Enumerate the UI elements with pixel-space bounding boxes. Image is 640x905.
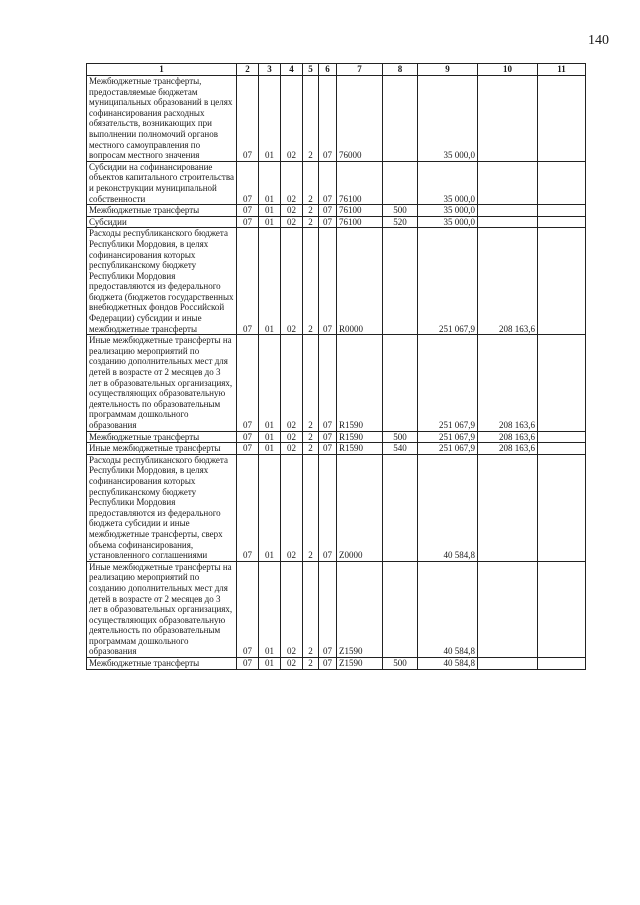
cell-col8 (383, 228, 418, 335)
cell-col4: 02 (281, 431, 303, 443)
row-name: Субсидии (87, 216, 237, 228)
cell-col3: 01 (259, 443, 281, 455)
cell-col7: 76100 (337, 205, 383, 217)
cell-col11 (538, 205, 586, 217)
cell-col9: 40 584,8 (418, 561, 478, 657)
cell-col5: 2 (303, 443, 319, 455)
cell-col5: 2 (303, 205, 319, 217)
cell-col9: 40 584,8 (418, 454, 478, 561)
cell-col11 (538, 76, 586, 162)
header-cell: 5 (303, 64, 319, 76)
cell-col9: 35 000,0 (418, 76, 478, 162)
header-cell: 8 (383, 64, 418, 76)
cell-col8: 540 (383, 443, 418, 455)
row-name: Субсидии на софинансирование объектов капитального строительства и реконструкции муниципальной собственности (87, 161, 237, 204)
cell-col3: 01 (259, 76, 281, 162)
cell-col2: 07 (237, 216, 259, 228)
row-name: Иные межбюджетные трансферты (87, 443, 237, 455)
cell-col11 (538, 335, 586, 431)
cell-col5: 2 (303, 658, 319, 670)
cell-col5: 2 (303, 335, 319, 431)
cell-col3: 01 (259, 454, 281, 561)
cell-col3: 01 (259, 161, 281, 204)
header-cell: 10 (478, 64, 538, 76)
cell-col3: 01 (259, 228, 281, 335)
cell-col11 (538, 161, 586, 204)
table-row (87, 216, 586, 228)
cell-col8: 500 (383, 431, 418, 443)
cell-col8: 500 (383, 205, 418, 217)
cell-col4: 02 (281, 76, 303, 162)
cell-col7: Z1590 (337, 658, 383, 670)
cell-col8 (383, 561, 418, 657)
cell-col2: 07 (237, 228, 259, 335)
cell-col4: 02 (281, 161, 303, 204)
row-name: Межбюджетные трансферты (87, 431, 237, 443)
cell-col2: 07 (237, 161, 259, 204)
cell-col6: 07 (319, 216, 337, 228)
table-row (87, 335, 586, 431)
header-cell: 9 (418, 64, 478, 76)
cell-col3: 01 (259, 216, 281, 228)
table-row (87, 228, 586, 335)
cell-col2: 07 (237, 658, 259, 670)
cell-col10: 208 163,6 (478, 431, 538, 443)
row-name: Расходы республиканского бюджета Республики Мордовия, в целях софинансирования которых республиканскому бюджету Республики Мордовия предоставляются из федерального бюджета субсидии и иные межбюджетные трансферты, сверх объема софинансирования, установленного соглашениями (87, 454, 237, 561)
cell-col11 (538, 216, 586, 228)
cell-col5: 2 (303, 76, 319, 162)
cell-col8 (383, 76, 418, 162)
cell-col8 (383, 454, 418, 561)
cell-col3: 01 (259, 561, 281, 657)
cell-col9: 35 000,0 (418, 216, 478, 228)
row-name: Межбюджетные трансферты, предоставляемые бюджетам муниципальных образований в целях софинансирования расходных обязательств, возникающих при выполнении полномочий органов местного самоуправления по вопросам местного значения (87, 76, 237, 162)
cell-col7: R1590 (337, 431, 383, 443)
header-cell: 6 (319, 64, 337, 76)
cell-col6: 07 (319, 228, 337, 335)
cell-col11 (538, 431, 586, 443)
cell-col6: 07 (319, 658, 337, 670)
cell-col11 (538, 454, 586, 561)
table-row (87, 658, 586, 670)
cell-col2: 07 (237, 561, 259, 657)
budget-table (86, 63, 586, 670)
cell-col11 (538, 658, 586, 670)
cell-col2: 07 (237, 205, 259, 217)
cell-col10: 208 163,6 (478, 228, 538, 335)
table-row (87, 561, 586, 657)
cell-col7: Z0000 (337, 454, 383, 561)
cell-col3: 01 (259, 205, 281, 217)
header-cell: 1 (87, 64, 237, 76)
cell-col2: 07 (237, 76, 259, 162)
table-row (87, 205, 586, 217)
table-row (87, 454, 586, 561)
cell-col5: 2 (303, 561, 319, 657)
cell-col4: 02 (281, 454, 303, 561)
cell-col7: Z1590 (337, 561, 383, 657)
cell-col5: 2 (303, 216, 319, 228)
cell-col11 (538, 443, 586, 455)
cell-col10: 208 163,6 (478, 443, 538, 455)
cell-col3: 01 (259, 658, 281, 670)
cell-col3: 01 (259, 335, 281, 431)
cell-col3: 01 (259, 431, 281, 443)
table-row (87, 76, 586, 162)
cell-col7: 76000 (337, 76, 383, 162)
cell-col10 (478, 561, 538, 657)
cell-col6: 07 (319, 561, 337, 657)
table-row (87, 161, 586, 204)
cell-col7: 76100 (337, 161, 383, 204)
cell-col4: 02 (281, 561, 303, 657)
cell-col9: 251 067,9 (418, 431, 478, 443)
row-name: Расходы республиканского бюджета Республики Мордовия, в целях софинансирования которых республиканскому бюджету Республики Мордовия предоставляются из федерального бюджета (бюджетов государственных внебюджетных фондов Российской Федерации) субсидии и иные межбюджетные трансферты (87, 228, 237, 335)
cell-col6: 07 (319, 335, 337, 431)
cell-col2: 07 (237, 335, 259, 431)
cell-col10 (478, 454, 538, 561)
cell-col6: 07 (319, 454, 337, 561)
header-cell: 4 (281, 64, 303, 76)
cell-col8: 520 (383, 216, 418, 228)
cell-col4: 02 (281, 228, 303, 335)
cell-col4: 02 (281, 658, 303, 670)
cell-col10: 208 163,6 (478, 335, 538, 431)
cell-col5: 2 (303, 161, 319, 204)
cell-col4: 02 (281, 216, 303, 228)
cell-col7: R1590 (337, 335, 383, 431)
header-cell: 2 (237, 64, 259, 76)
cell-col10 (478, 205, 538, 217)
table-row (87, 443, 586, 455)
cell-col6: 07 (319, 161, 337, 204)
row-name: Иные межбюджетные трансферты на реализацию мероприятий по созданию дополнительных мест для детей в возрасте от 2 месяцев до 3 лет в образовательных организациях, осуществляющих образовательную деятельность по образовательным программам дошкольного образования (87, 561, 237, 657)
cell-col10 (478, 76, 538, 162)
cell-col9: 35 000,0 (418, 161, 478, 204)
cell-col10 (478, 658, 538, 670)
cell-col9: 251 067,9 (418, 335, 478, 431)
cell-col10 (478, 161, 538, 204)
cell-col5: 2 (303, 454, 319, 561)
cell-col8: 500 (383, 658, 418, 670)
cell-col11 (538, 228, 586, 335)
cell-col10 (478, 216, 538, 228)
cell-col7: 76100 (337, 216, 383, 228)
cell-col11 (538, 561, 586, 657)
header-cell: 3 (259, 64, 281, 76)
cell-col7: R0000 (337, 228, 383, 335)
cell-col7: R1590 (337, 443, 383, 455)
cell-col6: 07 (319, 431, 337, 443)
header-row (87, 64, 586, 76)
cell-col2: 07 (237, 454, 259, 561)
cell-col8 (383, 161, 418, 204)
cell-col9: 251 067,9 (418, 228, 478, 335)
cell-col9: 40 584,8 (418, 658, 478, 670)
row-name: Межбюджетные трансферты (87, 658, 237, 670)
cell-col2: 07 (237, 443, 259, 455)
cell-col4: 02 (281, 205, 303, 217)
header-cell: 7 (337, 64, 383, 76)
cell-col4: 02 (281, 335, 303, 431)
cell-col9: 35 000,0 (418, 205, 478, 217)
cell-col6: 07 (319, 443, 337, 455)
cell-col5: 2 (303, 228, 319, 335)
cell-col6: 07 (319, 76, 337, 162)
page-number: 140 (588, 33, 609, 48)
cell-col2: 07 (237, 431, 259, 443)
row-name: Межбюджетные трансферты (87, 205, 237, 217)
cell-col5: 2 (303, 431, 319, 443)
cell-col8 (383, 335, 418, 431)
cell-col4: 02 (281, 443, 303, 455)
table-row (87, 431, 586, 443)
cell-col9: 251 067,9 (418, 443, 478, 455)
header-cell: 11 (538, 64, 586, 76)
row-name: Иные межбюджетные трансферты на реализацию мероприятий по созданию дополнительных мест для детей в возрасте от 2 месяцев до 3 лет в образовательных организациях, осуществляющих образовательную деятельность по образовательным программам дошкольного образования (87, 335, 237, 431)
cell-col6: 07 (319, 205, 337, 217)
